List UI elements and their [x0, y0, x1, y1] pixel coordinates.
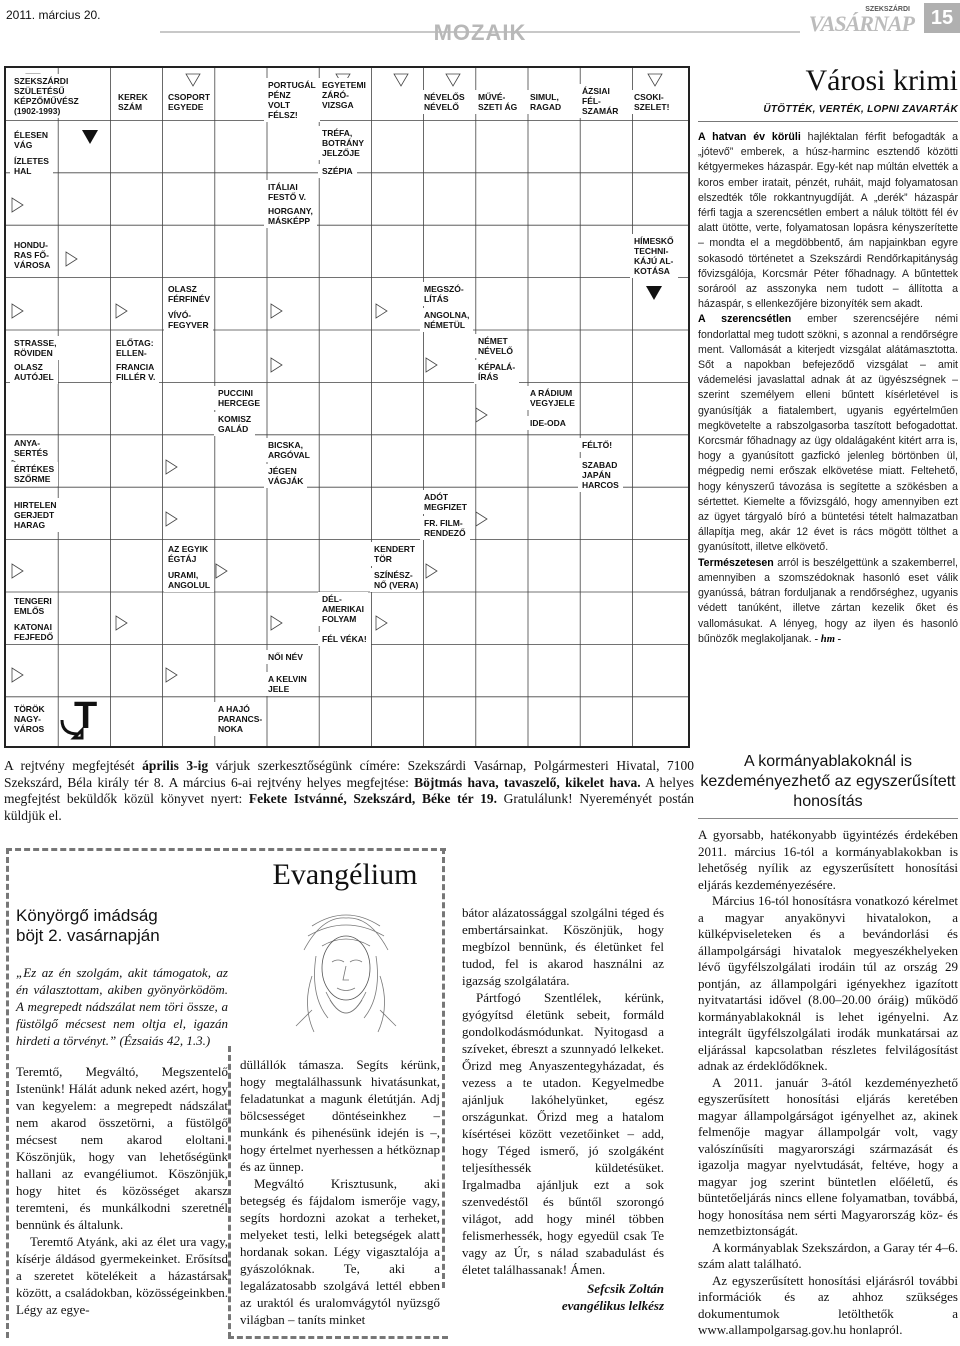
crossword-clue: [10, 498, 61, 532]
clue-line: KÉPZŐMŰVÉSZ: [14, 96, 79, 106]
crossword-clue: [370, 568, 422, 592]
clue-line: KENDERT: [374, 544, 416, 554]
crossword-clue: [164, 542, 212, 566]
clue-line: DÉL-: [322, 594, 342, 604]
clue-line: A HAJÓ: [218, 704, 250, 714]
clue-line: SZÁM: [118, 102, 143, 112]
clue-line: A KELVIN: [268, 674, 307, 684]
gospel-column-1: [240, 1056, 440, 1328]
clue-arrow: [426, 358, 437, 372]
clue-arrow: [166, 512, 177, 526]
crossword-clue: [214, 386, 264, 410]
crossword-clue: [112, 360, 159, 384]
clue-line: HAL: [14, 166, 32, 176]
clue-line: SERTÉS: [14, 448, 49, 458]
clue-line: BICSKA,: [268, 440, 303, 450]
crossword-clue: [264, 650, 307, 664]
crossword-clue: [578, 458, 623, 492]
clue-line: SZELET!: [634, 102, 670, 112]
clue-line: TRÉFA,: [322, 128, 353, 138]
gov-paragraph-4: A kormányablak Szekszárdon, a Garay tér 4–6. szám alatt található.: [698, 1239, 958, 1271]
answer-text-3: A helyes megfejtést beküldők közül könyvet nyert:: [4, 774, 694, 806]
clue-line: KOTÁSA: [634, 266, 670, 276]
clue-arrow: [186, 74, 200, 86]
clue-line: NÉMETÜL: [424, 320, 466, 330]
crossword-clue: [370, 542, 419, 566]
clue-line: SIMUL,: [530, 92, 559, 102]
clue-line: LÍTÁS: [424, 294, 449, 304]
clue-line: AZ EGYIK: [168, 544, 209, 554]
crossword-clue: [264, 438, 314, 462]
issue-date: 2011. március 20.: [6, 8, 101, 22]
clue-arrow: [476, 408, 487, 422]
clue-line: TECHNI-: [634, 246, 669, 256]
crossword-clue: [264, 78, 320, 122]
crossword-clue: [630, 90, 673, 114]
clue-arrow: [271, 304, 282, 318]
crossword-clue: [318, 164, 357, 178]
clue-line: JELE: [268, 684, 290, 694]
clue-arrow: [394, 74, 408, 86]
clue-line: IDE-ODA: [530, 418, 566, 428]
clue-line: EMLŐS: [14, 606, 45, 616]
clue-line: ÉGTÁJ: [168, 554, 197, 564]
clue-arrow: [271, 616, 282, 630]
clue-line: NŐI NÉV: [268, 652, 303, 662]
crossword-clue: [526, 416, 570, 430]
prayer-quote: „Ez az én szolgám, akit támogatok, az én választottam, akiben gyönyörködöm. A megrepedt nádszálat nem töri össze, a füstölgő mécsest nem oltja el, igazán hirdeti a törvényt.” (Ézsaiás 42, 1.3.): [16, 965, 228, 1048]
clue-line: MEGSZÓ-: [424, 284, 464, 294]
clue-line: KEREK: [118, 92, 148, 102]
clue-line: SZÉPIA: [322, 166, 353, 176]
clue-line: MEGFIZET: [424, 502, 467, 512]
crime-lead-2: A szerencsétlen: [698, 313, 792, 326]
clue-line: OLASZ: [168, 284, 197, 294]
clue-line: ÍZLETES: [14, 156, 49, 166]
clue-line: KATONAI: [14, 622, 52, 632]
clue-line: SZETI ÁG: [478, 102, 518, 112]
crossword-clue: [526, 386, 579, 410]
clue-line: ARGÓVAL: [268, 450, 310, 460]
clue-line: ÉLESEN: [14, 130, 49, 140]
gov-paragraph-2: Március 16-tól honosításra vonatkozó kérelmet a magyar anyakönyvi hivatalokon, a külképviseleteken és a bevándorlási és állampolgársági hivatalok megyeszékhelyeken lévő ügyfélszolgálati irodáin túl az ország 29 pontján, az állampolgári igényekhez igazított nyitvatartási idővel (8.00–20.00 óráig) működő kormányablakoknál is lehet igényelni. Az integrált ügyfélszolgálati irodák munkatársai az eljárással kapcsolatban részletes felvilágosítást adnak az érdeklődőknek.: [698, 893, 958, 1073]
crossword-clue: [10, 462, 58, 486]
clue-arrow: [476, 512, 487, 526]
clue-line: CSOPORT: [168, 92, 211, 102]
crossword-clue: [10, 702, 49, 736]
crossword-clue: [112, 336, 158, 360]
box-border-inner: [228, 1046, 231, 1338]
crossword-clue: [318, 78, 370, 112]
crime-paragraph-2: ember szerencséjére némi fondorlattal meg tudott szökni, s azonnal a rendőrségre ment. Vallomását a kiterjedt vizsgálat alátámasztotta. Sőt a napokban befejeződő vizsgálat – amit vádemelési javaslattal adnak át az ügyészségnek – szerint személyem elleni bűntett kísérletével is gyanúsítják a fiatalembert, ugyanis egyértelműen megkövetelte a rabszolgasorba taszított befogadottat. Korcsmár főhadnagy az ügy oldalágaként kitért arra is, hogy a gyanúsított gazfickó jelenleg börtönben ül, mégpedig nemi erőszak elkövetése miatt. Feltehető, hogy kényszerű távozása is segítette a szökésben a sértettet. Kiemelte a fővizsgáló, hogy amennyiben ezt az ügyet tárgyaló bíró a büntetési tételt halmazatban állapítja meg, akár 12 évet is rács mögött tölthet a gyanúsított, illetve elkövető.: [698, 313, 958, 554]
crossword-clue: [10, 620, 57, 644]
crossword-clue: [578, 84, 622, 118]
crossword-clue: [214, 412, 255, 436]
crossword-clue: [420, 516, 470, 540]
crossword-marker: T: [74, 695, 98, 737]
clue-line: VÁGJÁK: [268, 476, 304, 486]
clue-line: JAPÁN: [582, 470, 611, 480]
clue-line: KÁJÚ AL-: [634, 256, 674, 266]
crossword-clue: [474, 334, 517, 358]
masthead-logo: [796, 8, 920, 34]
clue-line: NAGY-: [14, 714, 41, 724]
crime-lead-1: A hatvan év körüli: [698, 131, 801, 143]
answer-text-2: várjuk szerkesztőségünk címére: Szekszárdi Vasárnap, Polgármesteri Hivatal, 7100 Szekszárd, Béla király tér 8. A március 6-ai rejtvény helyes megfejtése:: [4, 758, 694, 790]
clue-line: FILLÉR V.: [116, 372, 156, 382]
crossword-clue: [10, 74, 83, 118]
clue-line: RÖVIDEN: [14, 348, 53, 358]
clue-line: HÍMESKŐ: [634, 236, 674, 246]
clue-line: RAS FŐ-: [14, 250, 49, 260]
clue-line: VÁG: [14, 140, 33, 150]
gospel-column-2: [462, 904, 664, 1314]
page-header: [0, 0, 960, 45]
crossword-clue: [10, 436, 52, 460]
crime-title: Városi krimi: [805, 64, 958, 97]
crossword-clue: [630, 234, 678, 278]
clue-line: RENDEZŐ: [424, 528, 466, 538]
clue-line: TENGERI: [14, 596, 52, 606]
gospel-paragraph-4: Pártfogó Szentlélek, kérünk, gyógyítsd életünk sebeit, formáld gondolkodásmódunkat. Nyitogasd a szíveket, ébreszt a szunnyadó lelkeket. Őrizd meg Anyaszentegyházadat, és vezess a te utadon. Kegyelmedbe ajánljuk lakóhelyünket, egész országunkat. Őrizd meg a hatalom kísértései között vezetőinket – add, hogy Téged ismerő, jó szolgáként teljesíthessék küldetésüket. Irgalmadba ajánljuk ezt a sok szenvedéstől és bűntől szorongó világot, add hogy minél többen felismerhessék, hogy egyedül csak Te vagy az Úr, s nálad szabadulást és életet találhassanak! Ámen.: [462, 990, 664, 1277]
gov-title: A kormányablakoknál is kezdeményezhető az egyszerűsített honosítás: [698, 752, 958, 819]
clue-line: AUTÓJEL: [14, 372, 54, 382]
clue-line: NÉVELŐS: [424, 92, 465, 102]
clue-line: ELLEN-: [116, 348, 147, 358]
clue-line: ADÓT: [424, 492, 449, 502]
clue-line: ÍRÁS: [478, 372, 499, 382]
clue-line: HARCOS: [582, 480, 619, 490]
answer-solution: Böjtmás hava, tavaszelő, kikelet hava.: [414, 774, 641, 790]
crossword-clue: [164, 90, 214, 114]
crossword-clue: [474, 90, 521, 114]
clue-line: NŐ (VERA): [374, 580, 419, 590]
clue-line: SZÍNÉSZ-: [374, 570, 413, 580]
clue-line: A RÁDIUM: [530, 388, 573, 398]
clue-line: FESTŐ V.: [268, 192, 306, 202]
answer-deadline: április 3-ig: [142, 758, 209, 773]
clue-line: TÖRÖK: [14, 704, 45, 714]
clue-arrow: [82, 130, 98, 144]
crossword-clue: [10, 128, 52, 152]
clue-line: SZŐRME: [14, 474, 51, 484]
clue-line: HONDU-: [14, 240, 48, 250]
crossword-clue: [164, 308, 213, 332]
clue-line: SZAMÁR: [582, 106, 619, 116]
crossword-clue: [578, 438, 616, 452]
clue-line: FEJFEDŐ: [14, 632, 54, 642]
gospel-paragraph-3: bátor alázatossággal szolgálni téged és embertársainkat. Köszönjük, hogy megbízol bennünk, és életünket fel tudod, fel is akarod használni az igazság szolgálatára.: [462, 905, 664, 988]
clue-line: VÁROSA: [14, 260, 51, 270]
clue-line: BOTRÁNY: [322, 138, 365, 148]
clue-line: ANGOLUL: [168, 580, 211, 590]
crime-paragraph-3: arról is beszélgettünk a szakemberrel, amennyiben a szomszédoknak hasonló eset válik gyanússá, bátran forduljanak a rendőrséghez, ugyanis védett tanúként, illetve zártan kezelik őket és vallomásukat. A lényeg, hogy az ilyen és hasonló bűnözők meglakoljanak.: [698, 556, 958, 645]
crime-subtitle: ÜTÖTTÉK, VERTÉK, LOPNI ZAVARTÁK: [698, 104, 958, 122]
clue-arrow: [12, 304, 23, 318]
clue-line: MÁSKÉPP: [268, 216, 311, 226]
clue-line: SZABAD: [582, 460, 618, 470]
gospel-title: Evangélium: [272, 858, 418, 891]
clue-line: KÉPALÁ-: [478, 362, 516, 372]
christ-portrait-image: [292, 906, 400, 1044]
prayer-section: [6, 844, 228, 1334]
clue-arrow: [116, 304, 127, 318]
crossword-clue: [164, 568, 214, 592]
clue-line: FEGYVER: [168, 320, 209, 330]
box-border-bottom: [228, 1336, 448, 1339]
clue-line: FÉLTŐ!: [582, 440, 613, 450]
clue-line: STRASSE,: [14, 338, 57, 348]
crossword-clue: [10, 238, 54, 272]
clue-line: FÉL-: [582, 96, 601, 106]
clue-line: FRANCIA: [116, 362, 155, 372]
gospel-paragraph-2: Megváltó Krisztusunk, aki betegség és fájdalom ismerője vagy, segíts hordozni azokat a terheket, melyeket testi, lelki betegségek alatt hordanak sokan. Légy vigasztalója a gyászolóknak. Te, aki a legalázatosabb szolgává lettél ebben az uraktól és uralomvágytól nyüzsgő világban – taníts minket: [240, 1176, 440, 1327]
crossword-clue: [420, 282, 468, 306]
clue-line: CSOKI-: [634, 92, 664, 102]
clue-arrow: [66, 252, 77, 266]
clue-line: RAGAD: [530, 102, 562, 112]
clue-line: ANYA-: [14, 438, 41, 448]
clue-line: VEGYJELE: [530, 398, 575, 408]
gospel-paragraph-1: düllállók támasza. Segíts kérünk, hogy megtalálhassunk hivatásunkat, feladatunkat a magunk életútján. Adj bölcsességet döntéseinkhez – munkánk és pihenésünk idején is –, hogy értelmet nyerhessen a hétköznap és az ünnep.: [240, 1057, 440, 1174]
crossword-clue: [526, 90, 565, 114]
clue-line: OLASZ: [14, 362, 43, 372]
crossword-clue: [114, 90, 152, 114]
clue-line: FÉLSZ!: [268, 110, 298, 120]
crime-article: [698, 62, 958, 748]
clue-line: NOKA: [218, 724, 244, 734]
crossword-clue: [10, 154, 53, 178]
answer-text-4: Gratulálunk! Nyereményét postán küldjük el.: [4, 791, 695, 823]
clue-arrow: [166, 460, 177, 474]
clue-line: ITÁLIAI: [268, 182, 298, 192]
clue-line: NÉVELŐ: [478, 346, 513, 356]
government-window-article: [698, 752, 958, 1339]
crossword-clue: [318, 126, 368, 160]
crime-signature: - hm -: [814, 633, 842, 645]
crossword-clue: [10, 594, 56, 618]
clue-line: NÉMET: [478, 336, 508, 346]
crossword-clue: [10, 360, 58, 384]
clue-line: ÉRTÉKES: [14, 464, 55, 474]
clue-arrow: [216, 564, 227, 578]
clue-line: KOMISZ: [218, 414, 252, 424]
section-title: MOZAIK: [433, 20, 527, 45]
prayer-title: Könyörgő imádság: [16, 906, 158, 925]
clue-line: PÉNZ: [268, 90, 291, 100]
clue-line: FOLYAM: [322, 614, 357, 624]
page-number: 15: [924, 3, 960, 33]
clue-line: VÁROS: [14, 724, 45, 734]
clue-line: NÉVELŐ: [424, 102, 459, 112]
crime-lead-3: Természetesen: [698, 556, 774, 569]
clue-line: EGYEDE: [168, 102, 204, 112]
crossword-clue: [164, 282, 214, 306]
crime-paragraph-1: hajléktalan férfit befogadták a „jótevő” emberek, a húsz-harminc esztendő közötti kétgyermekes házaspár. Egy-két nap múltán elvették a koros ember iratait, pénzét, ruháit, majd folyamatosan elszedték tőle rokkantnyugdíját. A „derék” házaspár férfi tagja a szerencsétlen embert a náluk töltött fél év alatt ütötte, verte, folyamatosan lopásra kényszerítette – mondta el a megdöbbentő, ám napjainkban egyre sokasodó történetet a Szekszárdi Rendőrkapitányság fővizsgálója, Korcsmár Péter főhadnagy. A bűntettek sorároól az asszonyka nem tudott – állította a házaspár, s ellenkezőjére bizonyíték sem akadt.: [698, 131, 958, 311]
clue-arrow: [12, 198, 23, 212]
clue-line: HORGANY,: [268, 206, 313, 216]
clue-line: PORTUGÁL: [268, 80, 316, 90]
crossword-clue: [264, 180, 310, 204]
crossword-clue: [214, 702, 266, 736]
crossword-clue: [10, 336, 61, 360]
clue-line: HIRTELEN: [14, 500, 57, 510]
crossword-clue: [264, 672, 311, 696]
clue-arrow: [166, 668, 177, 682]
clue-arrow: [12, 668, 23, 682]
gospel-author: Sefcsik Zoltán: [587, 1281, 664, 1296]
masthead-small: SZEKSZÁRDI: [865, 6, 910, 13]
gov-paragraph-5: Az egyszerűsített honosítási eljárásról további információk és az ahhoz szükséges dokumentumok letölthetők a www.allampolgarsag.gov.hu honlapról.: [698, 1272, 958, 1337]
clue-arrow: [271, 358, 282, 372]
clue-line: ELŐTAG:: [116, 338, 154, 348]
clue-line: JÉGEN: [268, 466, 297, 476]
clue-line: (1902-1993): [14, 106, 61, 116]
clue-arrow: [646, 286, 662, 300]
crossword-clue: [264, 204, 317, 228]
masthead-name: VASÁRNAP: [808, 11, 914, 36]
clue-line: VIZSGA: [322, 100, 354, 110]
clue-arrow: [648, 74, 662, 86]
gov-paragraph-3: A 2011. január 3-ától kezdeményezhető egyszerűsített honosítási eljárás keretében magyar állampolgárságot igényelhet az, akinek felmenője magyar állampolgár volt, vagy valószínűsíti magyarországi származását és igazolja magyar nyelvtudását, feltéve, hogy a magyar jog szerint büntetlen előéletű, és büntetőeljárás nincs ellene folyamatban, továbbá, hogy honosítása nem sérti Magyarország köz- és nemzetbiztonságát.: [698, 1074, 958, 1238]
clue-line: FÉL VÉKA!: [322, 634, 367, 644]
crossword-puzzle: [4, 66, 690, 748]
prayer-subtitle: böjt 2. vasárnapján: [16, 926, 160, 945]
clue-line: MŰVÉ-: [478, 92, 506, 102]
clue-line: GALÁD: [218, 424, 249, 434]
clue-arrow: [116, 616, 127, 630]
clue-line: ANGOLNA,: [424, 310, 470, 320]
crossword-clue: [264, 464, 307, 488]
clue-line: EGYETEMI: [322, 80, 366, 90]
crossword-clue: [474, 360, 519, 384]
clue-arrow: [426, 564, 437, 578]
clue-line: URAMI,: [168, 570, 199, 580]
clue-line: FÉRFINÉV: [168, 294, 211, 304]
crossword-clue: [420, 490, 471, 514]
gov-paragraph-1: A gyorsabb, hatékonyabb ügyintézés érdekében 2011. március 16-tól a kormányablakokban is lehetőség nyílik az egyszerűsített honosítási eljárás kezdeményezésére.: [698, 827, 958, 892]
prayer-paragraph-2: Teremtő Atyánk, aki az élet ura vagy, kísérje áldásod gyermekeinket. Erősítsd a szeretet kötelékeit a házastársak között, a családokban, közösségeinkben. Légy az egye-: [16, 1234, 228, 1317]
clue-line: TÖR: [374, 554, 392, 564]
clue-line: PUCCINI: [218, 388, 253, 398]
clue-arrow: [376, 304, 387, 318]
crossword-clue: [318, 592, 368, 626]
clue-arrow: [376, 616, 387, 630]
clue-line: SZEKSZÁRDI: [14, 76, 69, 86]
clue-arrow: [12, 564, 23, 578]
clue-line: AMERIKAI: [322, 604, 365, 614]
prayer-paragraph-1: Teremtő, Megváltó, Megszentelő Istenünk! Hálát adunk neked azért, hogy van kegyelem: a megrepedt nádszálat nem akarod összetörni, a füstölgő mécsest nem akarod eloltani. Köszönjük, hogy van lehetőségünk hallani az evangéliumot. Köszönjük, hogy hitet és közösséget akarsz teremteni, és munkálkodni szeretnél bennünk és általunk.: [16, 1064, 228, 1232]
gospel-author-role: evangélikus lelkész: [561, 1298, 664, 1313]
crossword-clue: [318, 632, 371, 646]
clue-line: HARAG: [14, 520, 46, 530]
clue-line: ZÁRÓ-: [322, 90, 349, 100]
clue-line: PARANCS-: [218, 714, 263, 724]
clue-line: VÍVÓ-: [168, 310, 192, 320]
clue-line: GERJEDT: [14, 510, 55, 520]
puzzle-answer-notice: [4, 758, 694, 824]
clue-line: VOLT: [268, 100, 291, 110]
clue-line: ÁZSIAI: [582, 86, 610, 96]
box-border-right: [442, 848, 445, 1288]
clue-line: JELZŐJE: [322, 148, 360, 158]
answer-winner: Fekete Istvánné, Szekszárd, Béke tér 19.: [248, 791, 497, 806]
clue-line: SZÜLETÉSŰ: [14, 86, 65, 96]
clue-line: HERCEGE: [218, 398, 261, 408]
clue-arrow: [446, 74, 460, 86]
crime-body: [698, 130, 958, 647]
answer-text-1: A rejtvény megfejtését: [4, 758, 143, 773]
crossword-clue: [420, 90, 469, 114]
clue-line: FR. FILM-: [424, 518, 463, 528]
crossword-clue: [420, 308, 473, 332]
